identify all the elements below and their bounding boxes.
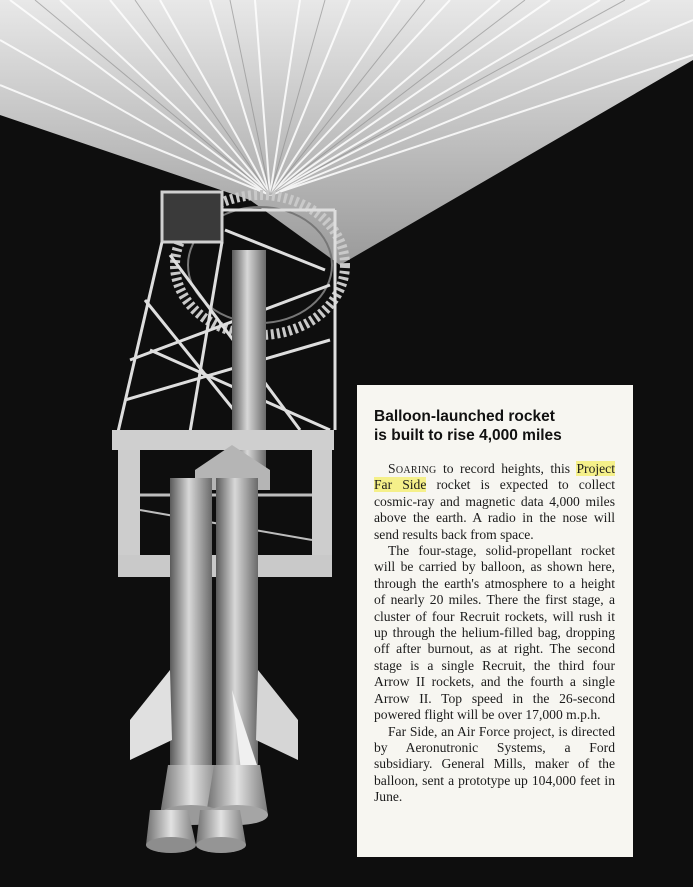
lead-word: Soaring bbox=[388, 461, 437, 476]
paragraph-3: Far Side, an Air Force project, is directed by Aeronutronic Systems, a Ford subsidiary. General Mills, maker of the balloon, sent a prototype up 104,000 feet in June. bbox=[374, 723, 615, 805]
headline-line-2: is built to rise 4,000 miles bbox=[374, 427, 562, 444]
paragraph-1 bbox=[374, 461, 615, 543]
article-headline bbox=[374, 407, 615, 445]
article-body bbox=[374, 461, 615, 806]
paragraph-2: The four-stage, solid-propellant rocket will be carried by balloon, as shown here, through the earth's atmosphere to a height of nearly 20 miles. There the first stage, a cluster of four Recruit rockets, will rush it up through the helium-filled bag, dropping off after burnout, as at right. The second stage is a single Recruit, the third four Arrow II rockets, and the fourth a single Arrow II. Top speed in the 26-second powered flight will be over 17,000 m.p.h. bbox=[374, 543, 615, 723]
headline-line-1: Balloon-launched rocket bbox=[374, 408, 555, 425]
paragraph-1-text-b: rocket is expected to collect cosmic-ray and magnetic data 4,000 miles above the earth. A radio in the nose will send results back from space. bbox=[374, 477, 615, 542]
article-caption-box bbox=[357, 385, 633, 857]
highlighted-project-name: Project Far Side bbox=[374, 461, 615, 493]
paragraph-1-text-a: to record heights, this bbox=[436, 461, 577, 476]
